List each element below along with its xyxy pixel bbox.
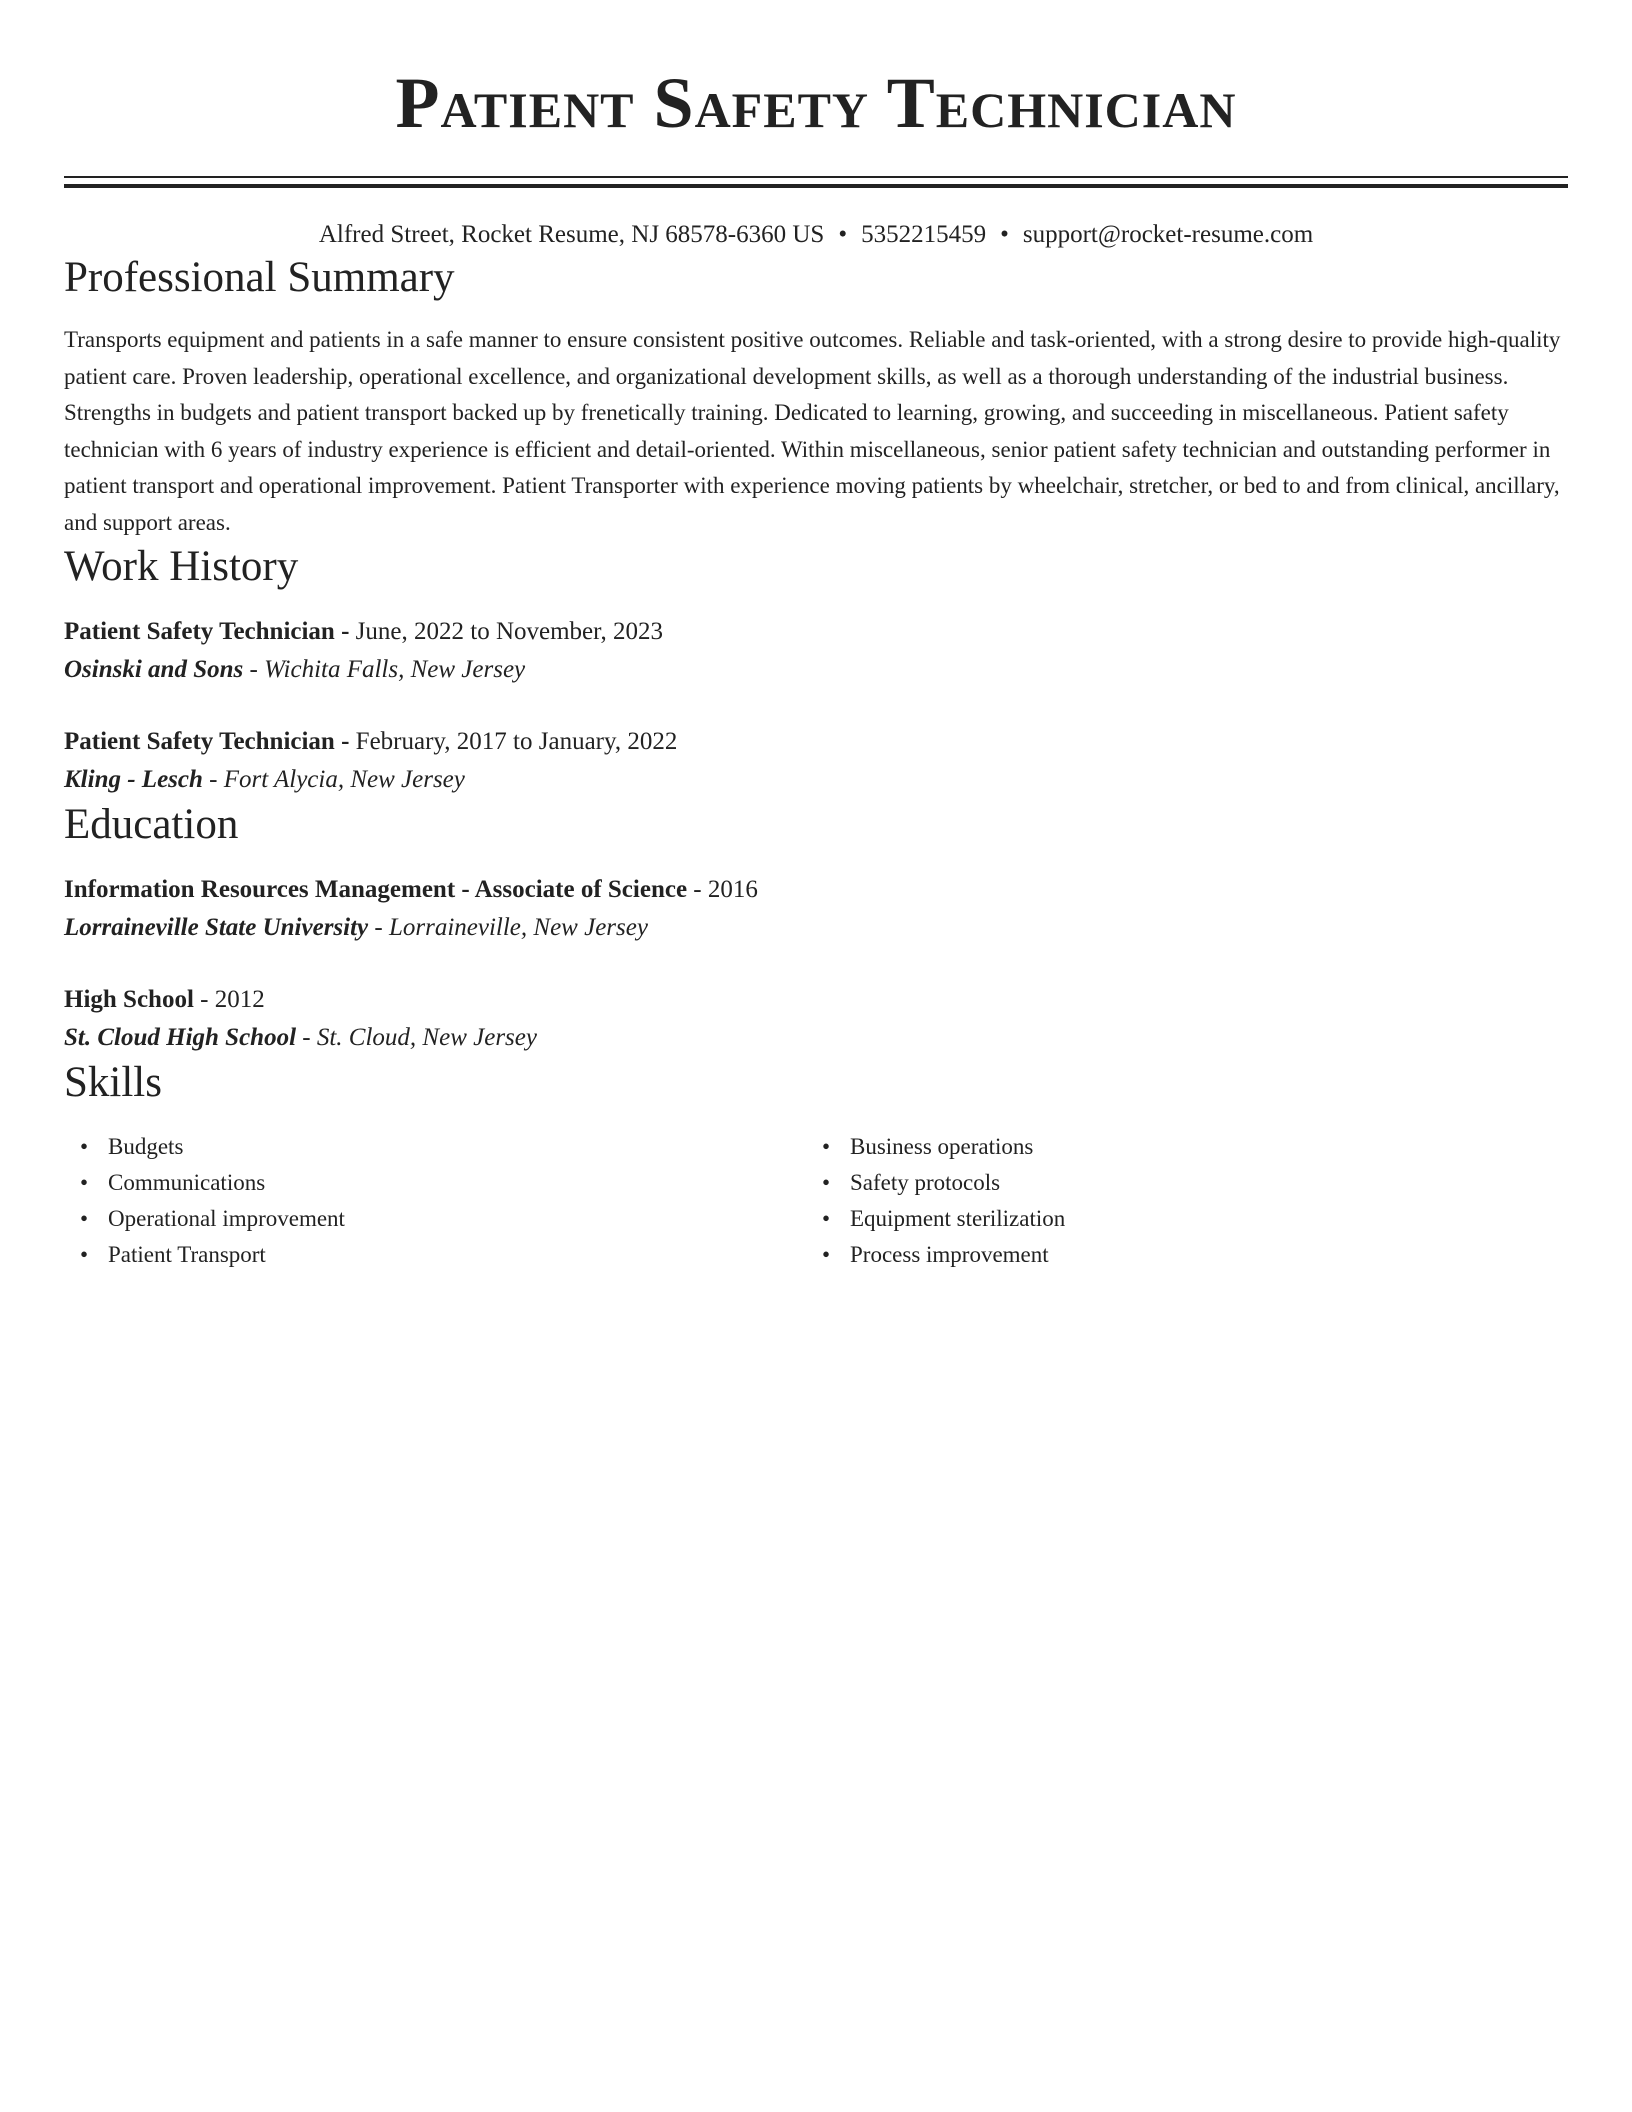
dash: -	[296, 1024, 317, 1051]
job-title-line	[64, 613, 1568, 651]
contact-separator: •	[1000, 221, 1009, 248]
skill-label: Safety protocols	[850, 1170, 1001, 1195]
school-line	[64, 909, 1568, 947]
skill-item	[822, 1201, 1548, 1237]
dash: -	[334, 618, 356, 645]
degree-line	[64, 871, 1568, 909]
job-company: Kling - Lesch	[64, 766, 203, 793]
job-company-line	[64, 761, 1568, 799]
skill-item	[822, 1237, 1548, 1273]
skill-label: Operational improvement	[108, 1206, 345, 1231]
bullet-icon: •	[822, 1170, 831, 1195]
dash: -	[193, 986, 215, 1013]
skill-item	[80, 1165, 806, 1201]
degree: High School	[64, 986, 194, 1013]
school-location: Lorraineville, New Jersey	[388, 914, 648, 941]
job-role: Patient Safety Technician	[64, 618, 335, 645]
education-heading: Education	[64, 801, 239, 848]
graduation-year: 2012	[214, 986, 265, 1013]
skill-label: Process improvement	[850, 1242, 1049, 1267]
candidate-name: Patient Safety Technician	[395, 63, 1237, 143]
skill-label: Equipment sterilization	[850, 1206, 1066, 1231]
skills-list	[64, 1129, 1568, 1273]
job-location: Fort Alycia, New Jersey	[223, 766, 465, 793]
bullet-icon: •	[80, 1242, 89, 1267]
header-divider-thin	[64, 176, 1568, 178]
bullet-icon: •	[822, 1134, 831, 1159]
work-history-heading: Work History	[64, 543, 299, 590]
dash: -	[687, 876, 708, 903]
skill-item	[822, 1129, 1548, 1165]
school-name: Lorraineville State University	[64, 914, 369, 941]
job-entry	[64, 723, 1568, 799]
degree: Information Resources Management - Associate of Science	[64, 876, 688, 903]
bullet-icon: •	[822, 1242, 831, 1267]
dash: -	[334, 728, 356, 755]
skills-column-right	[806, 1129, 1548, 1273]
job-location: Wichita Falls, New Jersey	[264, 656, 526, 683]
education-entry	[64, 981, 1568, 1057]
job-entry	[64, 613, 1568, 689]
dash: -	[243, 656, 265, 683]
bullet-icon: •	[80, 1134, 89, 1159]
skill-label: Communications	[108, 1170, 266, 1195]
skill-label: Business operations	[850, 1134, 1034, 1159]
job-company-line	[64, 651, 1568, 689]
skill-item	[80, 1201, 806, 1237]
header-divider-thick	[64, 184, 1568, 188]
skill-item	[80, 1237, 806, 1273]
school-location: St. Cloud, New Jersey	[316, 1024, 537, 1051]
dash: -	[368, 914, 389, 941]
skill-item	[80, 1129, 806, 1165]
job-title-line	[64, 723, 1568, 761]
job-dates: February, 2017 to January, 2022	[355, 728, 678, 755]
skills-column-left	[64, 1129, 806, 1273]
degree-line	[64, 981, 1568, 1019]
contact-line	[64, 218, 1568, 252]
graduation-year: 2016	[707, 876, 758, 903]
dash: -	[202, 766, 224, 793]
education-entry	[64, 871, 1568, 947]
school-line	[64, 1019, 1568, 1057]
skill-item	[822, 1165, 1548, 1201]
school-name: St. Cloud High School	[64, 1024, 297, 1051]
job-company: Osinski and Sons	[64, 656, 244, 683]
contact-address: Alfred Street, Rocket Resume, NJ 68578-6360 US	[318, 221, 825, 248]
job-dates: June, 2022 to November, 2023	[355, 618, 663, 645]
job-role: Patient Safety Technician	[64, 728, 335, 755]
skill-label: Budgets	[108, 1134, 184, 1159]
contact-email: support@rocket-resume.com	[1022, 221, 1314, 248]
summary-text: Transports equipment and patients in a safe manner to ensure consistent positive outcomes. Reliable and task-oriented, with a strong desire to provide high-quality patient care. Proven leadership, operational excellence, and organizational development skills, as well as a thorough understanding of the industrial business. Strengths in budgets and patient transport backed up by frenetically training. Dedicated to learning, growing, and succeeding in miscellaneous. Patient safety technician with 6 years of industry experience is efficient and detail-oriented. Within miscellaneous, senior patient safety technician and outstanding performer in patient transport and operational improvement. Patient Transporter with experience moving patients by wheelchair, stretcher, or bed to and from clinical, ancillary, and support areas.	[64, 327, 1561, 535]
bullet-icon: •	[80, 1206, 89, 1231]
contact-phone: 5352215459	[861, 221, 987, 248]
bullet-icon: •	[822, 1206, 831, 1231]
bullet-icon: •	[80, 1170, 89, 1195]
skill-label: Patient Transport	[108, 1242, 266, 1267]
skills-heading: Skills	[64, 1059, 162, 1106]
summary-heading: Professional Summary	[64, 254, 455, 301]
contact-separator: •	[838, 221, 848, 248]
